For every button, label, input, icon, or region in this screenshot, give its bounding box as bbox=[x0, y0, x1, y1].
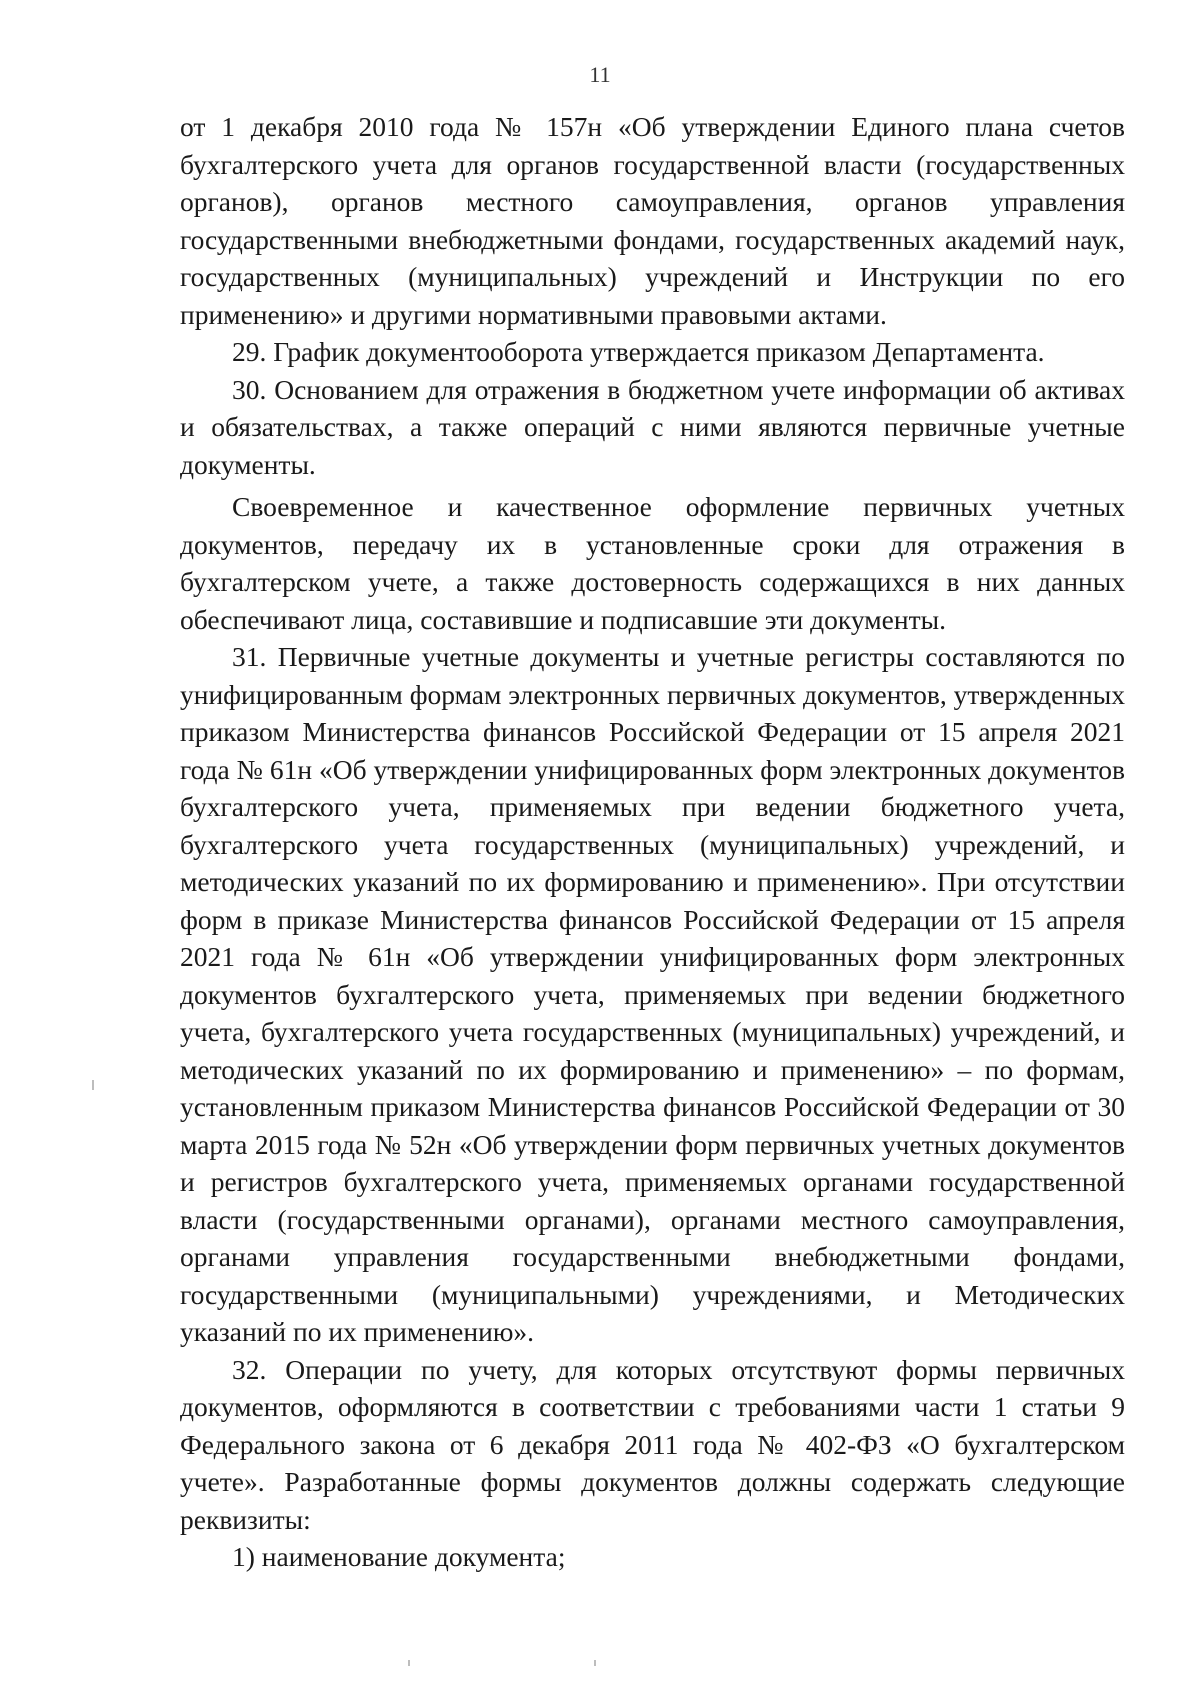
paragraph-continuation: от 1 декабря 2010 года № 157н «Об утверждении Единого плана счетов бухгалтерского учета для органов государственной власти (государственных органов), органов местного самоуправления, органов управления государственными внебюджетными фондами, государственных академий наук, государственных (муниципальных) учреждений и Инструкции по его применению» и другими нормативными правовыми актами. bbox=[180, 111, 1125, 330]
list-item-1: 1) наименование документа; bbox=[232, 1541, 566, 1572]
scan-artifact bbox=[408, 1660, 410, 1666]
paragraph-32: 32. Операции по учету, для которых отсутствуют формы первичных документов, оформляются в соответствии с требованиями части 1 статьи 9 Федерального закона от 6 декабря 2011 года № 402-ФЗ «О бухгалтерском учете». Разработанные формы документов должны содержать следующие реквизиты: bbox=[180, 1353, 1125, 1535]
paragraph-31: 31. Первичные учетные документы и учетные регистры составляются по унифицированным формам электронных первичных документов, утвержденных приказом Министерства финансов Российской Федерации от 15 апреля 2021 года № 61н «Об утверждении унифицированных форм электронных документов бухгалтерского учета, применяемых при ведении бюджетного учета, бухгалтерского учета государственных (муниципальных) учреждений, и методических указаний по их формированию и применению». При отсутствии форм в приказе Министерства финансов Российской Федерации от 15 апреля 2021 года № 61н «Об утверждении унифицированных форм электронных документов бухгалтерского учета, применяемых при ведении бюджетного учета, бухгалтерского учета государственных (муниципальных) учреждений, и методических указаний по их формированию и применению» – по формам, установленным приказом Министерства финансов Российской Федерации от 30 марта 2015 года № 52н «Об утверждении форм первичных учетных документов и регистров бухгалтерского учета, применяемых органами государственной власти (государственными органами), органами местного самоуправления, органами управления государственными внебюджетными фондами, государственными (муниципальными) учреждениями, и Методических указаний по их применению». bbox=[180, 641, 1125, 1347]
scan-artifact bbox=[594, 1660, 596, 1666]
document-body bbox=[180, 108, 1125, 1576]
paragraph-29: 29. График документооборота утверждается приказом Департамента. bbox=[232, 336, 1045, 367]
page-number: 11 bbox=[589, 62, 611, 87]
paragraph-30: 30. Основанием для отражения в бюджетном учете информации об активах и обязательствах, а также операций с ними являются первичные учетные документы. bbox=[180, 373, 1125, 480]
paragraph-30-cont: Своевременное и качественное оформление первичных учетных документов, передачу их в установленные сроки для отражения в бухгалтерском учете, а также достоверность содержащихся в них данных обеспечивают лица, составившие и подписавшие эти документы. bbox=[180, 491, 1125, 635]
scan-artifact bbox=[92, 1080, 94, 1090]
